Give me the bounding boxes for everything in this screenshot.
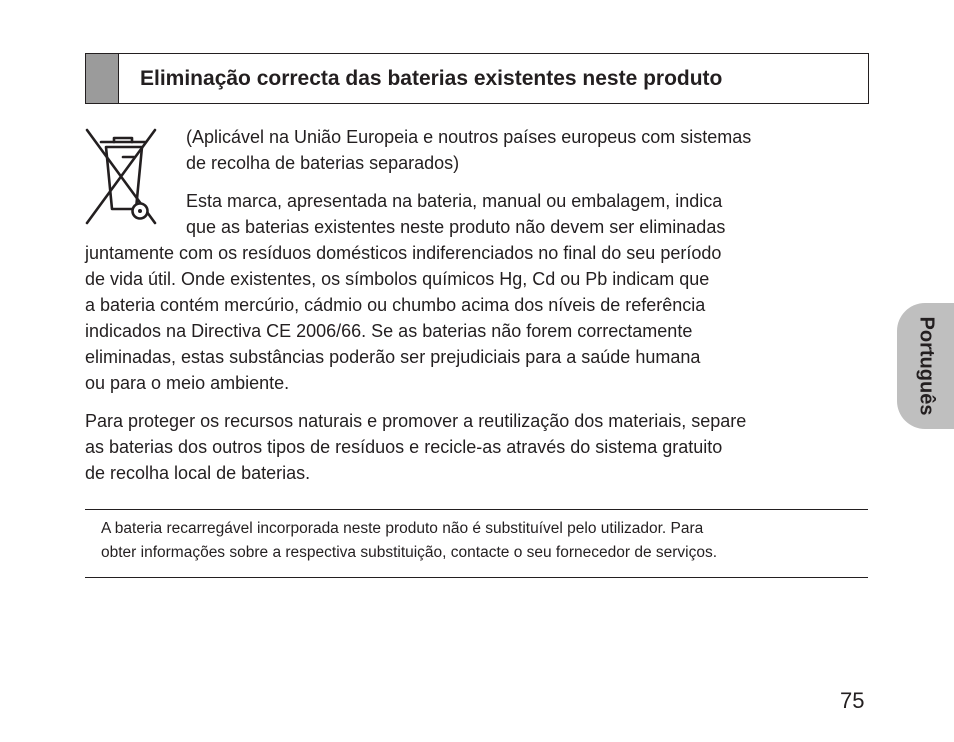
intro-line: (Aplicável na União Europeia e noutros países europeus com sistemas: [186, 127, 752, 147]
paragraph-line: a bateria contém mercúrio, cádmio ou chumbo acima dos níveis de referência: [85, 295, 706, 315]
crossed-out-wheelie-bin-icon: [84, 127, 158, 227]
paragraph-line: de recolha local de baterias.: [85, 463, 311, 483]
paragraph-line: de vida útil. Onde existentes, os símbolos químicos Hg, Cd ou Pb indicam que: [85, 269, 710, 289]
section-title: Eliminação correcta das baterias existentes neste produto: [140, 66, 723, 90]
note-top-divider: [85, 509, 868, 510]
header-accent-block: [86, 54, 119, 103]
note-bottom-divider: [85, 577, 868, 578]
note-line: A bateria recarregável incorporada neste produto não é substituível pelo utilizador. Para: [101, 520, 704, 537]
intro-line: de recolha de baterias separados): [186, 153, 460, 173]
paragraph-line: que as baterias existentes neste produto não devem ser eliminadas: [186, 217, 726, 237]
language-label: Português: [915, 316, 937, 416]
paragraph-line: eliminadas, estas substâncias poderão ser prejudiciais para a saúde humana: [85, 347, 701, 367]
paragraph-line: juntamente com os resíduos domésticos indiferenciados no final do seu período: [85, 243, 722, 263]
section-header: [85, 53, 869, 104]
paragraph-line: indicados na Directiva CE 2006/66. Se as baterias não forem correctamente: [85, 321, 693, 341]
note-line: obter informações sobre a respectiva substituição, contacte o seu fornecedor de serviços.: [101, 544, 718, 561]
page-number: 75: [840, 688, 865, 713]
paragraph-line: Para proteger os recursos naturais e promover a reutilização dos materiais, separe: [85, 411, 747, 431]
language-side-tab: [897, 303, 954, 429]
paragraph-line: ou para o meio ambiente.: [85, 373, 290, 393]
paragraph-line: Esta marca, apresentada na bateria, manual ou embalagem, indica: [186, 191, 723, 211]
paragraph-line: as baterias dos outros tipos de resíduos e recicle-as através do sistema gratuito: [85, 437, 723, 457]
